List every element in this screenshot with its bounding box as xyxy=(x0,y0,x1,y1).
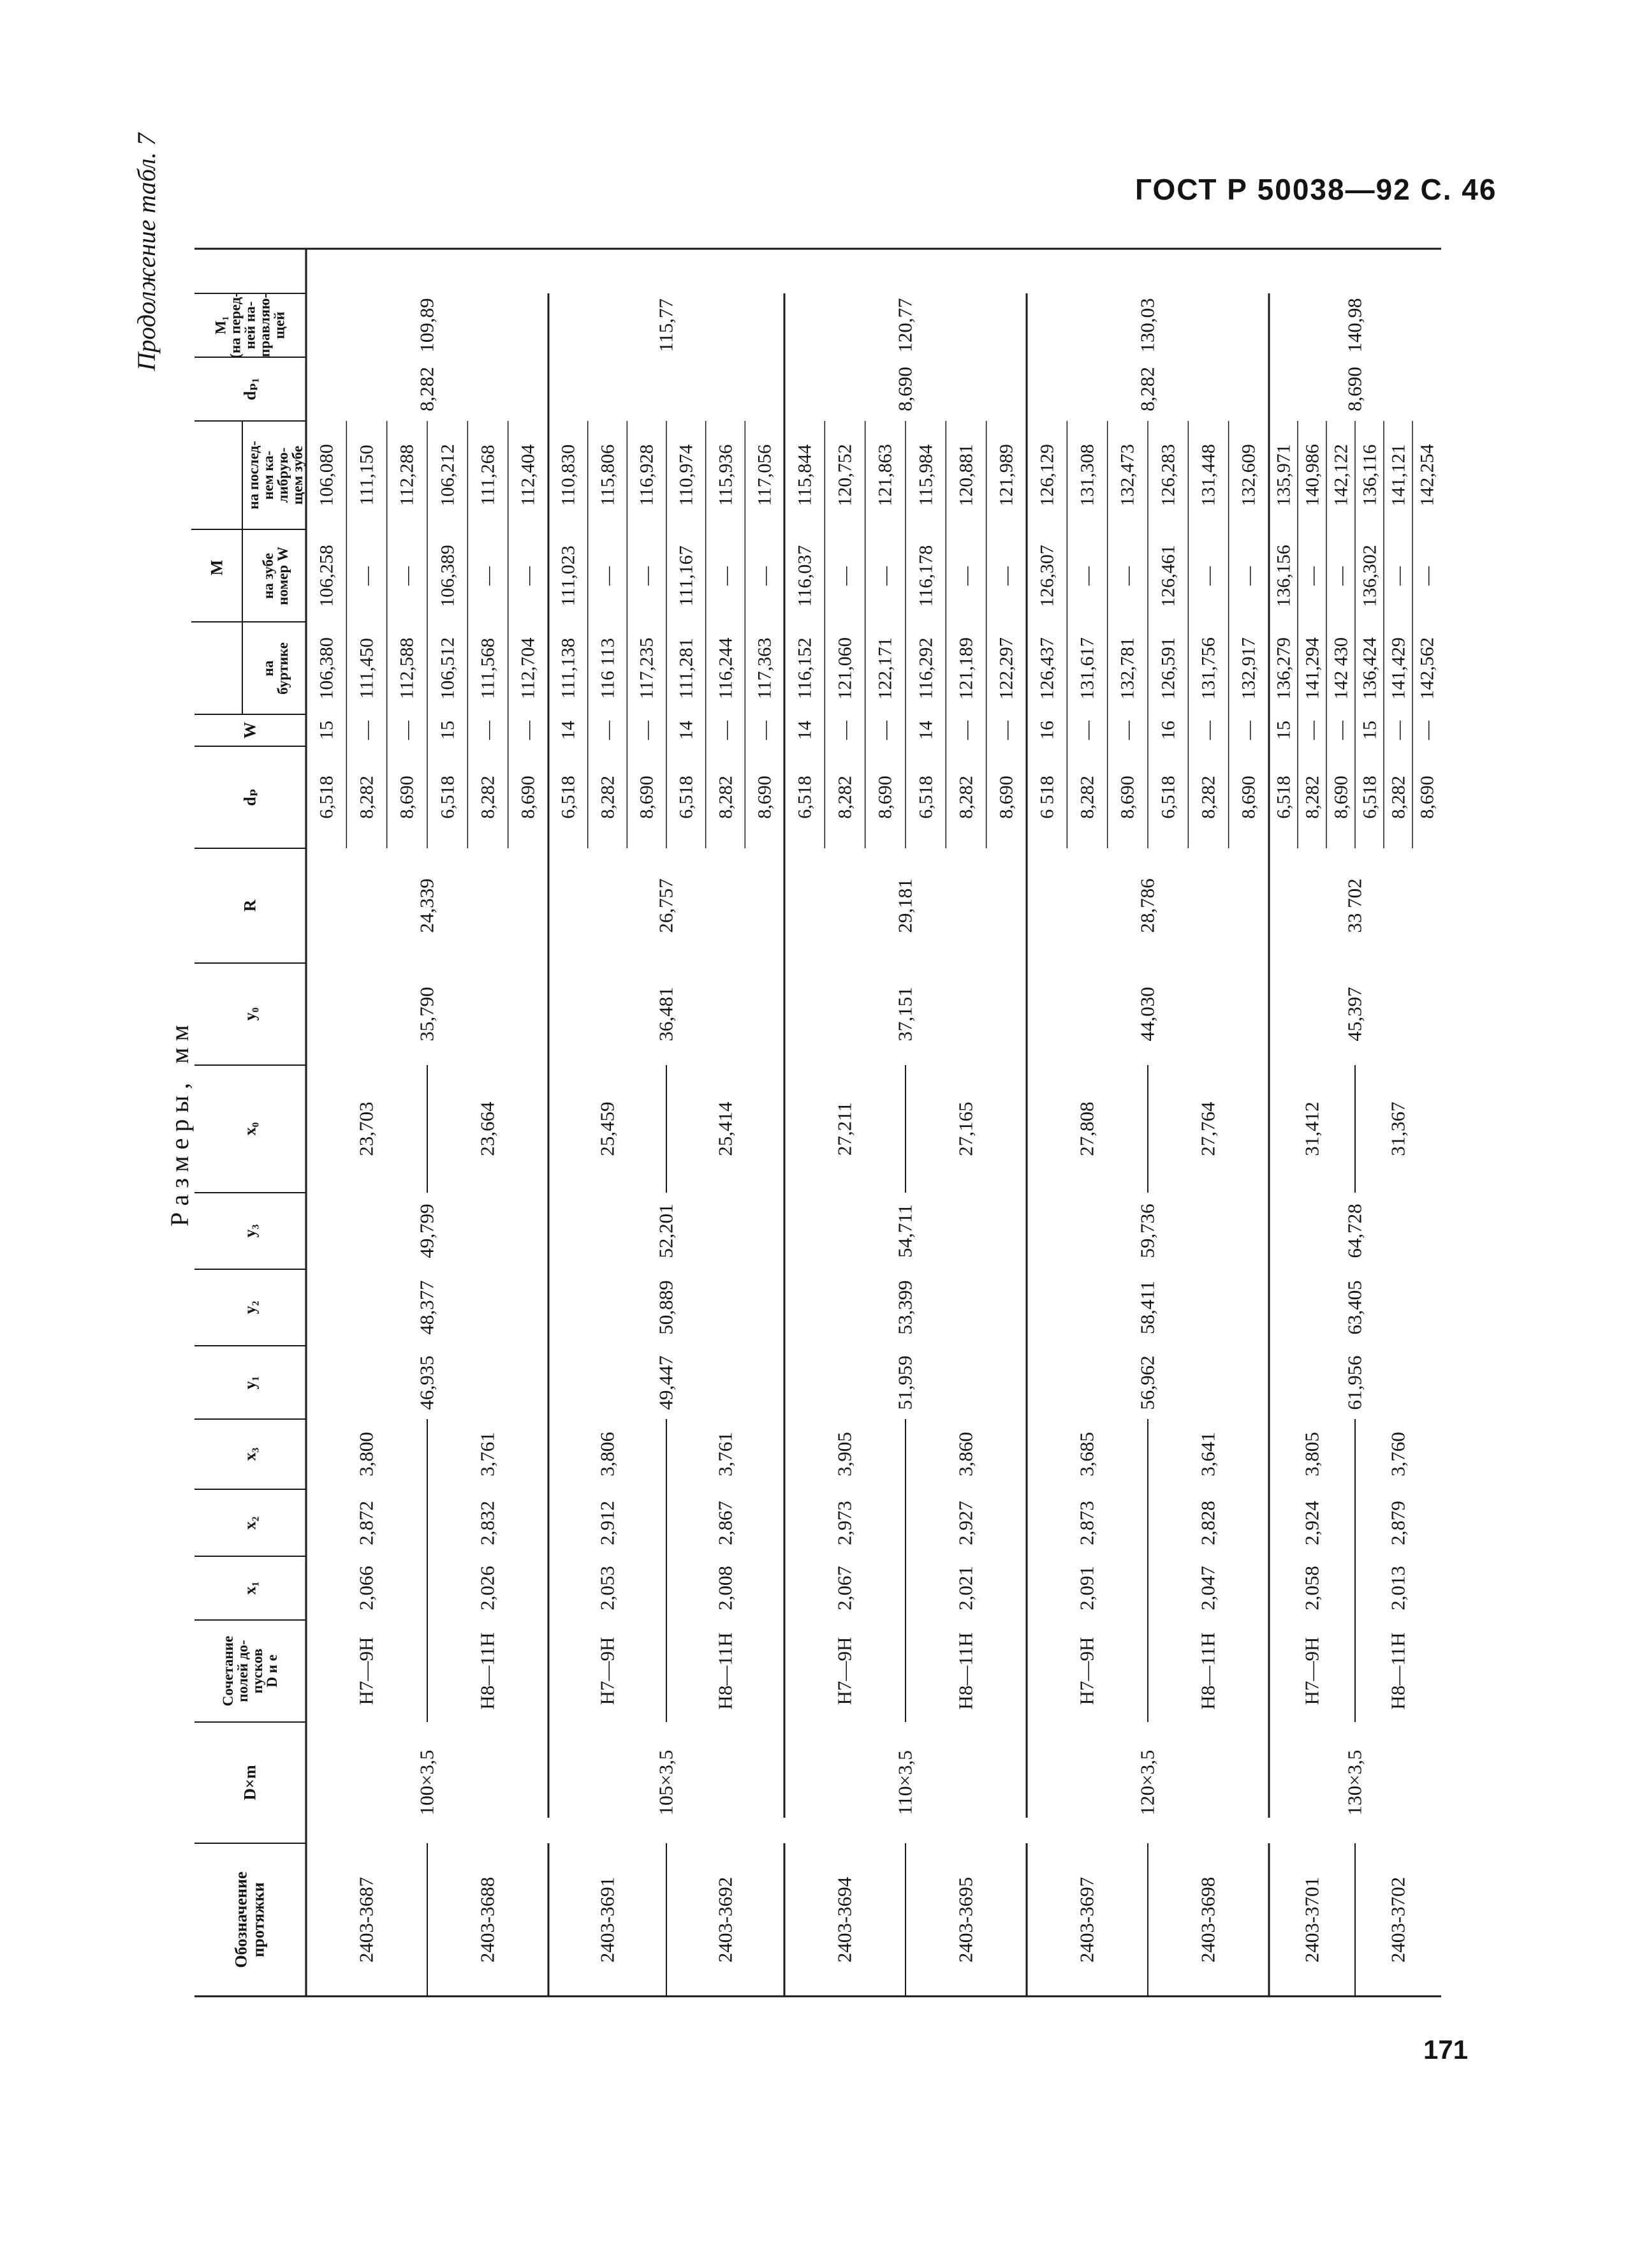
y0-value: 44,030 xyxy=(1136,987,1159,1042)
tolerance-value: H7—9H xyxy=(355,1637,378,1705)
m1-value: 109,89 xyxy=(415,298,438,353)
m1-value: 115,77 xyxy=(654,298,677,353)
dp-value: 8,282 xyxy=(834,776,856,819)
y1-value: 56,962 xyxy=(1136,1355,1159,1410)
m-tooth-value: — xyxy=(1238,566,1259,585)
tolerance-value: H7—9H xyxy=(1075,1637,1098,1705)
m-last-value: 132,473 xyxy=(1117,444,1138,506)
m-last-value: 136,116 xyxy=(1358,444,1380,506)
w-value: — xyxy=(517,721,539,740)
y0-value: 45,397 xyxy=(1343,987,1366,1042)
dp-value: 6,518 xyxy=(914,776,936,819)
designation-value: 2403-3695 xyxy=(954,1876,977,1963)
w-value: — xyxy=(477,721,499,740)
x1-value: 2,008 xyxy=(714,1566,737,1610)
x0-value: 23,664 xyxy=(476,1101,499,1156)
w-value: — xyxy=(356,721,378,740)
document-header-code: ГОСТ Р 50038—92 С. 46 xyxy=(1135,173,1497,206)
w-value: 14 xyxy=(793,721,815,740)
m-last-value: 115,806 xyxy=(596,444,618,506)
w-value: — xyxy=(874,721,896,740)
x3-value: 3,860 xyxy=(954,1432,977,1476)
m-tooth-value: — xyxy=(834,566,856,585)
y2-value: 50,889 xyxy=(654,1280,677,1335)
w-value: — xyxy=(636,721,657,740)
y1-value: 46,935 xyxy=(415,1355,438,1410)
m-burtik-value: 141,429 xyxy=(1387,637,1409,700)
dp-value: 8,282 xyxy=(1198,776,1219,819)
r-value: 24,339 xyxy=(415,878,438,933)
header-dxm: D×m xyxy=(240,1765,260,1800)
y1-value: 51,959 xyxy=(893,1355,916,1410)
x3-value: 3,800 xyxy=(355,1432,378,1476)
w-value: — xyxy=(596,721,618,740)
m-burtik-value: 116 113 xyxy=(596,637,618,699)
x3-value: 3,905 xyxy=(833,1432,856,1476)
dp1-value: 8,690 xyxy=(1343,367,1366,411)
m-burtik-value: 122,171 xyxy=(874,637,896,700)
header-m1: M₁ (на перед- ней на- правляю- щей xyxy=(212,292,288,358)
x0-value: 27,165 xyxy=(954,1101,977,1156)
m-tooth-value: — xyxy=(995,566,1017,585)
w-value: — xyxy=(1387,721,1409,740)
x0-value: 27,764 xyxy=(1196,1101,1219,1156)
header-m: M xyxy=(207,559,226,576)
w-value: 15 xyxy=(315,721,337,740)
m-tooth-value: — xyxy=(1117,566,1138,585)
m1-value: 120,77 xyxy=(893,298,916,353)
dp-value: 8,690 xyxy=(1238,776,1259,819)
m-last-value: 121,989 xyxy=(995,444,1017,506)
header-y3: y₃ xyxy=(240,1224,260,1238)
y3-value: 64,728 xyxy=(1343,1204,1366,1258)
y0-value: 36,481 xyxy=(654,987,677,1042)
m-burtik-value: 141,294 xyxy=(1301,637,1323,700)
dp-value: 6,518 xyxy=(1157,776,1178,819)
header-x3: x₃ xyxy=(240,1447,260,1461)
designation-value: 2403-3701 xyxy=(1300,1876,1323,1963)
header-tolerance: Сочетание полей до- пусков D и e xyxy=(220,1635,280,1707)
x2-value: 2,828 xyxy=(1196,1500,1219,1545)
m-burtik-value: 131,617 xyxy=(1076,637,1098,700)
m-last-value: 121,863 xyxy=(874,444,896,506)
dp-value: 8,690 xyxy=(754,776,775,819)
y1-value: 49,447 xyxy=(654,1355,677,1410)
w-value: — xyxy=(1117,721,1138,740)
m-last-value: 141,121 xyxy=(1387,444,1409,506)
w-value: — xyxy=(396,721,418,740)
m-burtik-value: 122,297 xyxy=(995,637,1017,700)
designation-value: 2403-3698 xyxy=(1196,1876,1219,1963)
dp-value: 8,690 xyxy=(517,776,539,819)
tolerance-value: H8—11H xyxy=(1196,1632,1219,1710)
m-burtik-value: 126,437 xyxy=(1036,637,1057,700)
m-last-value: 126,129 xyxy=(1036,444,1057,506)
w-value: — xyxy=(1076,721,1098,740)
x0-value: 23,703 xyxy=(355,1101,378,1156)
x0-value: 27,211 xyxy=(833,1101,856,1156)
x2-value: 2,873 xyxy=(1075,1500,1098,1545)
w-value: 16 xyxy=(1036,721,1057,740)
y2-value: 48,377 xyxy=(415,1280,438,1335)
dxm-value: 105×3,5 xyxy=(654,1749,677,1816)
m-tooth-value: 116,178 xyxy=(914,545,936,607)
m-tooth-value: 111,023 xyxy=(557,545,579,607)
x3-value: 3,685 xyxy=(1075,1432,1098,1476)
dp-value: 8,282 xyxy=(955,776,977,819)
m-burtik-value: 111,281 xyxy=(675,637,697,699)
header-m-tooth: на зубе номер W xyxy=(260,546,291,605)
m-last-value: 126,283 xyxy=(1157,444,1178,506)
m-tooth-value: — xyxy=(1198,566,1219,585)
w-value: — xyxy=(1238,721,1259,740)
header-y2: y₂ xyxy=(240,1300,260,1314)
header-designation: Обозначение протяжки xyxy=(231,1871,268,1968)
x0-value: 27,808 xyxy=(1075,1101,1098,1156)
m-last-value: 131,448 xyxy=(1198,444,1219,506)
header-dp1: dₚ₁ xyxy=(240,378,260,401)
x1-value: 2,013 xyxy=(1386,1566,1409,1610)
m-last-value: 135,971 xyxy=(1272,444,1294,506)
m-tooth-value: 116,037 xyxy=(793,545,815,607)
dp-value: 6,518 xyxy=(1358,776,1380,819)
x1-value: 2,053 xyxy=(596,1566,619,1610)
m-last-value: 115,984 xyxy=(914,444,936,506)
w-value: — xyxy=(955,721,977,740)
m-tooth-value: — xyxy=(874,566,896,585)
m-burtik-value: 117,235 xyxy=(636,637,657,699)
dp-value: 8,690 xyxy=(636,776,657,819)
m-burtik-value: 132,917 xyxy=(1238,637,1259,700)
header-y0: y₀ xyxy=(240,1007,260,1021)
dxm-value: 100×3,5 xyxy=(415,1749,438,1816)
w-value: 15 xyxy=(1358,721,1380,740)
r-value: 33 702 xyxy=(1343,878,1366,933)
header-x2: x₂ xyxy=(240,1516,260,1529)
x3-value: 3,806 xyxy=(596,1432,619,1476)
tolerance-value: H8—11H xyxy=(714,1632,737,1710)
x3-value: 3,761 xyxy=(714,1432,737,1476)
dp1-value: 8,282 xyxy=(415,367,438,411)
m-last-value: 120,881 xyxy=(955,444,977,506)
designation-value: 2403-3694 xyxy=(833,1876,856,1963)
designation-value: 2403-3702 xyxy=(1386,1876,1409,1963)
m-last-value: 120,752 xyxy=(834,444,856,506)
w-value: 15 xyxy=(436,721,458,740)
x3-value: 3,760 xyxy=(1386,1432,1409,1476)
header-r: R xyxy=(240,899,260,912)
dp-value: 6,518 xyxy=(315,776,337,819)
m-tooth-value: — xyxy=(596,566,618,585)
w-value: — xyxy=(995,721,1017,740)
m-burtik-value: 142 430 xyxy=(1330,637,1351,700)
y3-value: 59,736 xyxy=(1136,1204,1159,1258)
dp1-value: 8,690 xyxy=(893,367,916,411)
y2-value: 63,405 xyxy=(1343,1280,1366,1335)
m-burtik-value: 132,781 xyxy=(1117,637,1138,700)
m-burtik-value: 121,060 xyxy=(834,637,856,700)
x2-value: 2,872 xyxy=(355,1500,378,1545)
table-continuation-caption: Продолжение табл. 7 xyxy=(132,133,161,371)
header-dp: dₚ xyxy=(240,788,260,806)
designation-value: 2403-3692 xyxy=(714,1876,737,1963)
m-tooth-value: 111,167 xyxy=(675,545,697,607)
designation-value: 2403-3688 xyxy=(476,1876,499,1963)
m-tooth-value: 106,258 xyxy=(315,544,337,607)
m-burtik-value: 112,704 xyxy=(517,637,539,699)
m-tooth-value: — xyxy=(1416,566,1437,585)
dp-value: 8,282 xyxy=(714,776,736,819)
y2-value: 53,399 xyxy=(893,1280,916,1335)
header-x1: x₁ xyxy=(240,1581,260,1595)
dp-value: 8,690 xyxy=(995,776,1017,819)
x2-value: 2,927 xyxy=(954,1500,977,1545)
m-last-value: 142,122 xyxy=(1330,444,1351,506)
tolerance-value: H8—11H xyxy=(954,1632,977,1710)
m-tooth-value: — xyxy=(636,566,657,585)
dp1-value: 8,282 xyxy=(1136,367,1159,411)
y2-value: 58,411 xyxy=(1136,1280,1159,1335)
dp-value: 8,690 xyxy=(874,776,896,819)
w-value: — xyxy=(1416,721,1437,740)
m-last-value: 106,212 xyxy=(436,444,458,506)
x2-value: 2,924 xyxy=(1300,1500,1323,1545)
m-tooth-value: — xyxy=(754,566,775,585)
m-burtik-value: 116,152 xyxy=(793,637,815,699)
m-tooth-value: — xyxy=(714,566,736,585)
dp-value: 8,690 xyxy=(1416,776,1437,819)
dp-value: 8,690 xyxy=(1117,776,1138,819)
w-value: 15 xyxy=(1272,721,1294,740)
header-x0: x₀ xyxy=(240,1122,260,1136)
m-burtik-value: 117,363 xyxy=(754,637,775,699)
m-burtik-value: 116,292 xyxy=(914,637,936,699)
x0-value: 31,367 xyxy=(1386,1101,1409,1156)
m-tooth-value: 136,302 xyxy=(1358,544,1380,607)
header-w: W xyxy=(240,722,260,739)
m-last-value: 116,928 xyxy=(636,444,657,506)
m-burtik-value: 136,424 xyxy=(1358,637,1380,700)
dp-value: 6,518 xyxy=(1272,776,1294,819)
x2-value: 2,832 xyxy=(476,1500,499,1545)
m-burtik-value: 116,244 xyxy=(714,637,736,699)
dp-value: 6,518 xyxy=(557,776,579,819)
dp-value: 6,518 xyxy=(793,776,815,819)
w-value: — xyxy=(1198,721,1219,740)
dp-value: 8,282 xyxy=(477,776,499,819)
y1-value: 61,956 xyxy=(1343,1355,1366,1410)
header-m-last: на послед- нем ка- либрую- щем зубе xyxy=(246,441,305,510)
m-last-value: 110,830 xyxy=(557,444,579,506)
w-value: 16 xyxy=(1157,721,1178,740)
m-burtik-value: 112,588 xyxy=(396,637,418,699)
page-number: 171 xyxy=(1423,2035,1469,2065)
tolerance-value: H7—9H xyxy=(596,1637,619,1705)
sizes-caption: Размеры, мм xyxy=(165,1019,194,1226)
x0-value: 25,414 xyxy=(714,1101,737,1156)
m-tooth-value: — xyxy=(1076,566,1098,585)
m-last-value: 115,844 xyxy=(793,444,815,506)
y3-value: 49,799 xyxy=(415,1204,438,1258)
x2-value: 2,973 xyxy=(833,1500,856,1545)
x3-value: 3,805 xyxy=(1300,1432,1323,1476)
w-value: — xyxy=(1330,721,1351,740)
y3-value: 52,201 xyxy=(654,1204,677,1258)
dp-value: 6 518 xyxy=(1036,776,1057,819)
m-tooth-value: — xyxy=(517,566,539,585)
dxm-value: 120×3,5 xyxy=(1136,1749,1159,1816)
dp-value: 8,282 xyxy=(596,776,618,819)
m-tooth-value: — xyxy=(1301,566,1323,585)
m-burtik-value: 106,512 xyxy=(436,637,458,700)
y0-value: 37,151 xyxy=(893,987,916,1042)
m-tooth-value: 106,389 xyxy=(436,544,458,607)
x1-value: 2,066 xyxy=(355,1566,378,1610)
m-tooth-value: 136,156 xyxy=(1272,544,1294,607)
x1-value: 2,058 xyxy=(1300,1566,1323,1610)
y0-value: 35,790 xyxy=(415,987,438,1042)
x0-value: 31,412 xyxy=(1300,1101,1323,1156)
m-last-value: 115,936 xyxy=(714,444,736,506)
m-burtik-value: 121,189 xyxy=(955,637,977,700)
header-y1: y₁ xyxy=(240,1376,260,1389)
m-last-value: 140,986 xyxy=(1301,444,1323,506)
tolerance-value: H7—9H xyxy=(833,1637,856,1705)
x2-value: 2,867 xyxy=(714,1500,737,1545)
m-tooth-value: — xyxy=(356,566,378,585)
m-burtik-value: 126,591 xyxy=(1157,637,1178,700)
dp-value: 8,282 xyxy=(356,776,378,819)
designation-value: 2403-3687 xyxy=(355,1876,378,1963)
dp-value: 8,282 xyxy=(1387,776,1409,819)
tolerance-value: H7—9H xyxy=(1300,1637,1323,1705)
dp-value: 8,690 xyxy=(1330,776,1351,819)
designation-value: 2403-3697 xyxy=(1075,1876,1098,1963)
w-value: — xyxy=(754,721,775,740)
x1-value: 2,026 xyxy=(476,1566,499,1610)
dxm-value: 130×3,5 xyxy=(1343,1749,1366,1816)
header-m-burtik: на буртике xyxy=(260,642,291,695)
m-burtik-value: 106,380 xyxy=(315,637,337,700)
m-last-value: 112,404 xyxy=(517,444,539,506)
x2-value: 2,879 xyxy=(1386,1500,1409,1545)
m-tooth-value: — xyxy=(955,566,977,585)
m-tooth-value: 126,461 xyxy=(1157,544,1178,607)
w-value: 14 xyxy=(914,721,936,740)
w-value: — xyxy=(834,721,856,740)
x3-value: 3,761 xyxy=(476,1432,499,1476)
m-tooth-value: — xyxy=(1387,566,1409,585)
x1-value: 2,021 xyxy=(954,1566,977,1610)
m-tooth-value: — xyxy=(396,566,418,585)
m-last-value: 112,288 xyxy=(396,444,418,506)
dp-value: 6,518 xyxy=(675,776,697,819)
m-last-value: 111,268 xyxy=(477,445,499,506)
dp-value: 8,282 xyxy=(1076,776,1098,819)
w-value: — xyxy=(1301,721,1323,740)
tolerance-value: H8—11H xyxy=(476,1632,499,1710)
x1-value: 2,067 xyxy=(833,1566,856,1610)
m1-value: 130,03 xyxy=(1136,298,1159,353)
m-last-value: 132,609 xyxy=(1238,444,1259,506)
m-burtik-value: 111,568 xyxy=(477,637,499,699)
m-last-value: 106,080 xyxy=(315,444,337,506)
m-last-value: 142,254 xyxy=(1416,444,1437,506)
y3-value: 54,711 xyxy=(893,1204,916,1258)
designation-value: 2403-3691 xyxy=(596,1876,619,1963)
r-value: 26,757 xyxy=(654,878,677,933)
m-tooth-value: 126,307 xyxy=(1036,544,1057,607)
m-burtik-value: 136,279 xyxy=(1272,637,1294,700)
x1-value: 2,091 xyxy=(1075,1566,1098,1610)
m-burtik-value: 111,138 xyxy=(557,637,579,699)
m-last-value: 110,974 xyxy=(675,444,697,506)
x3-value: 3,641 xyxy=(1196,1432,1219,1476)
m1-value: 140,98 xyxy=(1343,298,1366,353)
w-value: — xyxy=(714,721,736,740)
m-last-value: 131,308 xyxy=(1076,444,1098,506)
dxm-value: 110×3,5 xyxy=(893,1750,916,1815)
m-last-value: 111,150 xyxy=(356,445,378,506)
w-value: 14 xyxy=(557,721,579,740)
m-burtik-value: 142,562 xyxy=(1416,637,1437,700)
dp-value: 8,690 xyxy=(396,776,418,819)
m-burtik-value: 111,450 xyxy=(356,637,378,699)
dp-value: 8,282 xyxy=(1301,776,1323,819)
dp-value: 6,518 xyxy=(436,776,458,819)
x1-value: 2,047 xyxy=(1196,1566,1219,1610)
m-tooth-value: — xyxy=(1330,566,1351,585)
x2-value: 2,912 xyxy=(596,1500,619,1545)
r-value: 28,786 xyxy=(1136,878,1159,933)
m-tooth-value: — xyxy=(477,566,499,585)
tolerance-value: H8—11H xyxy=(1386,1632,1409,1710)
m-burtik-value: 131,756 xyxy=(1198,637,1219,700)
r-value: 29,181 xyxy=(893,878,916,933)
w-value: 14 xyxy=(675,721,697,740)
x0-value: 25,459 xyxy=(596,1101,619,1156)
m-last-value: 117,056 xyxy=(754,444,775,506)
